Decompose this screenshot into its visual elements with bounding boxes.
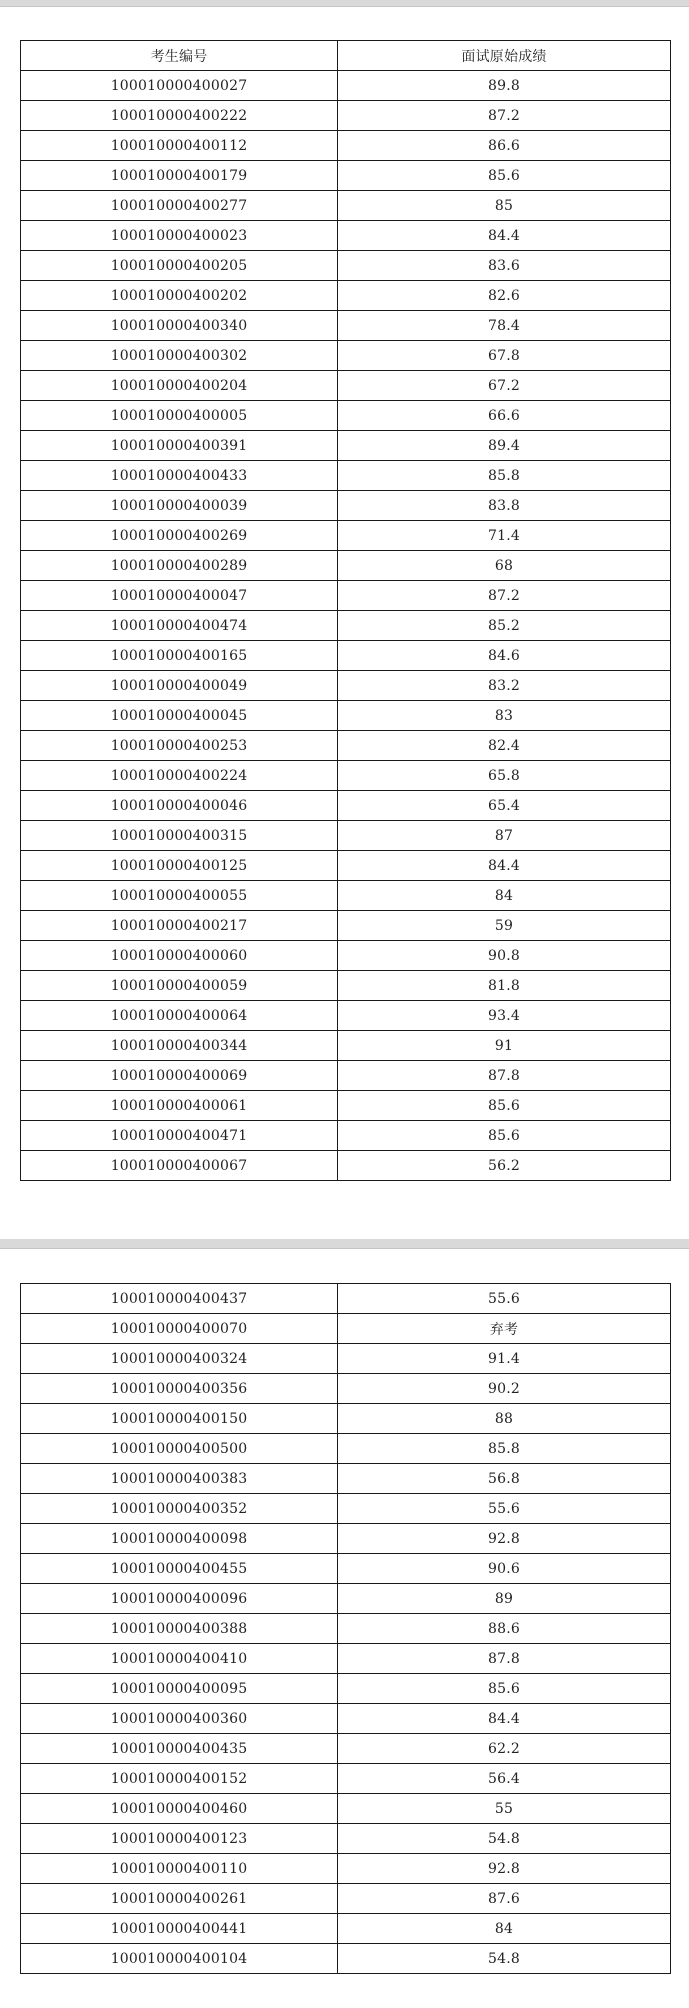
candidate-id-cell: 100010000400437 xyxy=(21,1284,338,1314)
candidate-id-cell: 100010000400340 xyxy=(21,311,338,341)
table-row xyxy=(21,1151,671,1181)
table-row xyxy=(21,161,671,191)
table-row xyxy=(21,1121,671,1151)
candidate-id-cell: 100010000400455 xyxy=(21,1554,338,1584)
candidate-id-cell: 100010000400360 xyxy=(21,1704,338,1734)
candidate-id-cell: 100010000400202 xyxy=(21,281,338,311)
candidate-id-cell: 100010000400277 xyxy=(21,191,338,221)
candidate-id-cell: 100010000400302 xyxy=(21,341,338,371)
candidate-id-cell: 100010000400005 xyxy=(21,401,338,431)
table-row xyxy=(21,1644,671,1674)
table-row xyxy=(21,1031,671,1061)
candidate-id-cell: 100010000400150 xyxy=(21,1404,338,1434)
interview-score-cell: 87.2 xyxy=(338,101,671,131)
interview-score-cell: 54.8 xyxy=(338,1944,671,1974)
table-row xyxy=(21,251,671,281)
table-row xyxy=(21,1494,671,1524)
interview-score-cell: 56.2 xyxy=(338,1151,671,1181)
candidate-id-cell: 100010000400049 xyxy=(21,671,338,701)
interview-score-cell: 84.4 xyxy=(338,851,671,881)
table-row xyxy=(21,1854,671,1884)
candidate-id-cell: 100010000400500 xyxy=(21,1434,338,1464)
table-row xyxy=(21,1344,671,1374)
table-row xyxy=(21,1704,671,1734)
interview-score-cell: 68 xyxy=(338,551,671,581)
table-row xyxy=(21,881,671,911)
interview-score-cell: 56.8 xyxy=(338,1464,671,1494)
interview-score-cell: 83.6 xyxy=(338,251,671,281)
interview-score-cell: 59 xyxy=(338,911,671,941)
interview-score-cell: 90.8 xyxy=(338,941,671,971)
interview-score-cell: 92.8 xyxy=(338,1524,671,1554)
table-row xyxy=(21,1314,671,1344)
table-row xyxy=(21,1374,671,1404)
table-row xyxy=(21,941,671,971)
candidate-id-cell: 100010000400110 xyxy=(21,1854,338,1884)
interview-score-cell: 90.6 xyxy=(338,1554,671,1584)
candidate-id-cell: 100010000400352 xyxy=(21,1494,338,1524)
table-row xyxy=(21,1884,671,1914)
table-row xyxy=(21,1464,671,1494)
interview-score-cell: 71.4 xyxy=(338,521,671,551)
table-row xyxy=(21,1794,671,1824)
table-row xyxy=(21,1614,671,1644)
column-header-interview-score: 面试原始成绩 xyxy=(338,41,671,71)
interview-score-cell: 86.6 xyxy=(338,131,671,161)
interview-score-cell: 93.4 xyxy=(338,1001,671,1031)
candidate-id-cell: 100010000400179 xyxy=(21,161,338,191)
table-row xyxy=(21,1434,671,1464)
candidate-id-cell: 100010000400344 xyxy=(21,1031,338,1061)
candidate-id-cell: 100010000400471 xyxy=(21,1121,338,1151)
interview-score-cell: 89 xyxy=(338,1584,671,1614)
interview-score-cell: 65.8 xyxy=(338,761,671,791)
candidate-id-cell: 100010000400152 xyxy=(21,1764,338,1794)
table-row xyxy=(21,821,671,851)
interview-score-cell: 85.2 xyxy=(338,611,671,641)
candidate-id-cell: 100010000400315 xyxy=(21,821,338,851)
interview-score-cell: 87.8 xyxy=(338,1644,671,1674)
interview-score-cell: 65.4 xyxy=(338,791,671,821)
candidate-id-cell: 100010000400383 xyxy=(21,1464,338,1494)
interview-score-cell: 84 xyxy=(338,1914,671,1944)
interview-score-cell: 87.8 xyxy=(338,1061,671,1091)
interview-score-cell: 56.4 xyxy=(338,1764,671,1794)
interview-score-cell: 54.8 xyxy=(338,1824,671,1854)
candidate-id-cell: 100010000400460 xyxy=(21,1794,338,1824)
table-header-row xyxy=(21,41,671,71)
interview-score-cell: 87.2 xyxy=(338,581,671,611)
interview-score-cell: 85.6 xyxy=(338,1091,671,1121)
interview-score-cell: 89.8 xyxy=(338,71,671,101)
candidate-id-cell: 100010000400070 xyxy=(21,1314,338,1344)
table-row xyxy=(21,1524,671,1554)
candidate-id-cell: 100010000400095 xyxy=(21,1674,338,1704)
interview-score-cell: 91.4 xyxy=(338,1344,671,1374)
table-row xyxy=(21,1944,671,1974)
table-row xyxy=(21,1061,671,1091)
interview-score-cell: 91 xyxy=(338,1031,671,1061)
interview-score-cell: 84.6 xyxy=(338,641,671,671)
candidate-id-cell: 100010000400165 xyxy=(21,641,338,671)
table-row xyxy=(21,1404,671,1434)
table-row xyxy=(21,611,671,641)
candidate-id-cell: 100010000400324 xyxy=(21,1344,338,1374)
table-row xyxy=(21,1674,671,1704)
interview-score-cell: 88 xyxy=(338,1404,671,1434)
table-row xyxy=(21,701,671,731)
candidate-id-cell: 100010000400104 xyxy=(21,1944,338,1974)
candidate-id-cell: 100010000400112 xyxy=(21,131,338,161)
interview-score-cell: 87 xyxy=(338,821,671,851)
table-row xyxy=(21,491,671,521)
interview-score-cell: 88.6 xyxy=(338,1614,671,1644)
candidate-id-cell: 100010000400098 xyxy=(21,1524,338,1554)
candidate-id-cell: 100010000400039 xyxy=(21,491,338,521)
table-row xyxy=(21,641,671,671)
table-row xyxy=(21,1554,671,1584)
interview-score-cell: 84.4 xyxy=(338,221,671,251)
candidate-id-cell: 100010000400433 xyxy=(21,461,338,491)
candidate-id-cell: 100010000400253 xyxy=(21,731,338,761)
interview-score-cell: 78.4 xyxy=(338,311,671,341)
interview-score-cell: 55.6 xyxy=(338,1284,671,1314)
table-row xyxy=(21,911,671,941)
interview-score-cell: 84 xyxy=(338,881,671,911)
interview-score-cell: 82.4 xyxy=(338,731,671,761)
candidate-id-cell: 100010000400125 xyxy=(21,851,338,881)
table-row xyxy=(21,671,671,701)
candidate-id-cell: 100010000400289 xyxy=(21,551,338,581)
table-row xyxy=(21,731,671,761)
table-row xyxy=(21,371,671,401)
candidate-id-cell: 100010000400064 xyxy=(21,1001,338,1031)
candidate-id-cell: 100010000400069 xyxy=(21,1061,338,1091)
table-row xyxy=(21,101,671,131)
candidate-id-cell: 100010000400261 xyxy=(21,1884,338,1914)
interview-score-cell: 84.4 xyxy=(338,1704,671,1734)
candidate-id-cell: 100010000400067 xyxy=(21,1151,338,1181)
interview-score-cell: 66.6 xyxy=(338,401,671,431)
table-row xyxy=(21,191,671,221)
candidate-id-cell: 100010000400055 xyxy=(21,881,338,911)
page-separator xyxy=(0,1239,689,1249)
candidate-id-cell: 100010000400356 xyxy=(21,1374,338,1404)
interview-score-cell: 67.2 xyxy=(338,371,671,401)
candidate-id-cell: 100010000400059 xyxy=(21,971,338,1001)
interview-score-cell: 85.6 xyxy=(338,1674,671,1704)
candidate-id-cell: 100010000400269 xyxy=(21,521,338,551)
table-row xyxy=(21,431,671,461)
table-row xyxy=(21,551,671,581)
interview-score-cell: 83.8 xyxy=(338,491,671,521)
candidate-id-cell: 100010000400204 xyxy=(21,371,338,401)
page-separator xyxy=(0,0,689,7)
scores-table xyxy=(20,40,671,1181)
interview-score-cell: 87.6 xyxy=(338,1884,671,1914)
candidate-id-cell: 100010000400096 xyxy=(21,1584,338,1614)
interview-score-cell: 85.6 xyxy=(338,161,671,191)
candidate-id-cell: 100010000400388 xyxy=(21,1614,338,1644)
scores-table xyxy=(20,1283,671,1974)
table-row xyxy=(21,791,671,821)
interview-score-cell: 85 xyxy=(338,191,671,221)
document-page-1 xyxy=(0,7,689,1239)
interview-score-cell: 83.2 xyxy=(338,671,671,701)
column-header-candidate-id: 考生编号 xyxy=(21,41,338,71)
table-row xyxy=(21,1914,671,1944)
candidate-id-cell: 100010000400045 xyxy=(21,701,338,731)
candidate-id-cell: 100010000400060 xyxy=(21,941,338,971)
table-row xyxy=(21,1584,671,1614)
candidate-id-cell: 100010000400410 xyxy=(21,1644,338,1674)
interview-score-cell: 55 xyxy=(338,1794,671,1824)
table-row xyxy=(21,341,671,371)
interview-score-cell: 83 xyxy=(338,701,671,731)
table-row xyxy=(21,1284,671,1314)
table-row xyxy=(21,761,671,791)
interview-score-cell: 85.8 xyxy=(338,461,671,491)
table-row xyxy=(21,971,671,1001)
interview-score-cell: 85.6 xyxy=(338,1121,671,1151)
candidate-id-cell: 100010000400224 xyxy=(21,761,338,791)
candidate-id-cell: 100010000400217 xyxy=(21,911,338,941)
interview-score-cell: 82.6 xyxy=(338,281,671,311)
candidate-id-cell: 100010000400474 xyxy=(21,611,338,641)
table-row xyxy=(21,521,671,551)
candidate-id-cell: 100010000400023 xyxy=(21,221,338,251)
table-row xyxy=(21,1001,671,1031)
candidate-id-cell: 100010000400123 xyxy=(21,1824,338,1854)
candidate-id-cell: 100010000400435 xyxy=(21,1734,338,1764)
interview-score-cell: 81.8 xyxy=(338,971,671,1001)
table-row xyxy=(21,401,671,431)
interview-score-cell: 67.8 xyxy=(338,341,671,371)
interview-score-cell: 85.8 xyxy=(338,1434,671,1464)
table-row xyxy=(21,1734,671,1764)
table-row xyxy=(21,851,671,881)
document-page-2 xyxy=(0,1250,689,2008)
candidate-id-cell: 100010000400046 xyxy=(21,791,338,821)
interview-score-cell: 弃考 xyxy=(338,1314,671,1344)
candidate-id-cell: 100010000400047 xyxy=(21,581,338,611)
table-row xyxy=(21,311,671,341)
candidate-id-cell: 100010000400061 xyxy=(21,1091,338,1121)
candidate-id-cell: 100010000400205 xyxy=(21,251,338,281)
table-row xyxy=(21,71,671,101)
candidate-id-cell: 100010000400027 xyxy=(21,71,338,101)
table-row xyxy=(21,131,671,161)
table-row xyxy=(21,581,671,611)
table-row xyxy=(21,461,671,491)
candidate-id-cell: 100010000400391 xyxy=(21,431,338,461)
table-row xyxy=(21,221,671,251)
interview-score-cell: 92.8 xyxy=(338,1854,671,1884)
candidate-id-cell: 100010000400222 xyxy=(21,101,338,131)
table-row xyxy=(21,1824,671,1854)
interview-score-cell: 89.4 xyxy=(338,431,671,461)
interview-score-cell: 55.6 xyxy=(338,1494,671,1524)
interview-score-cell: 62.2 xyxy=(338,1734,671,1764)
table-row xyxy=(21,1764,671,1794)
interview-score-cell: 90.2 xyxy=(338,1374,671,1404)
candidate-id-cell: 100010000400441 xyxy=(21,1914,338,1944)
table-row xyxy=(21,281,671,311)
table-row xyxy=(21,1091,671,1121)
